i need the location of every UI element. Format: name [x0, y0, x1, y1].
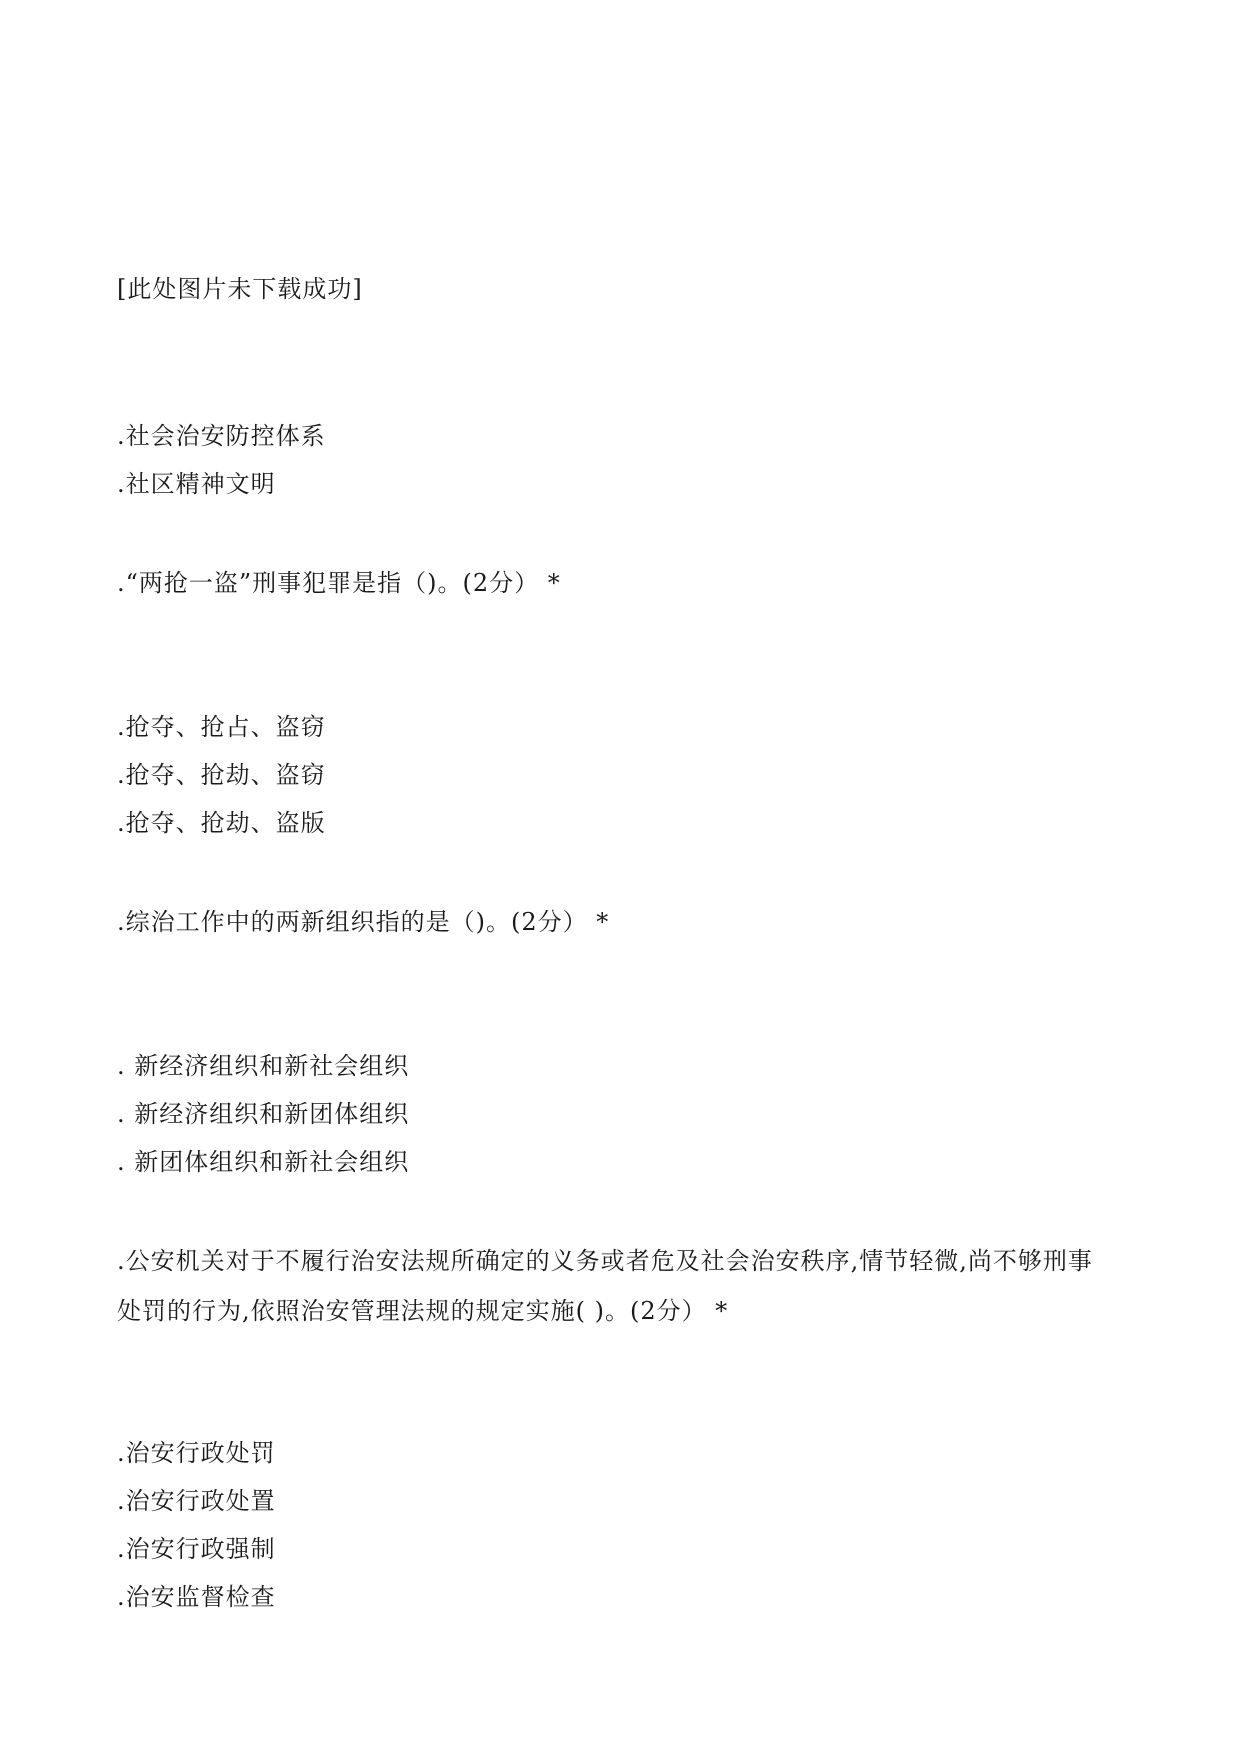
question-text: .公安机关对于不履行治安法规所确定的义务或者危及社会治安秩序,情节轻微,尚不够刑事: [117, 1247, 1093, 1275]
option-line: .治安行政处罚: [117, 1439, 276, 1467]
question-text: .综治工作中的两新组织指的是（)。(2分） *: [117, 908, 610, 936]
option-line: . 新经济组织和新团体组织: [117, 1100, 410, 1128]
option-line: . 新经济组织和新社会组织: [117, 1052, 410, 1080]
question-text: .“两抢一盗”刑事犯罪是指（)。(2分） *: [117, 569, 561, 597]
option-line: .治安监督检查: [117, 1583, 276, 1611]
option-line: .社会治安防控体系: [117, 422, 326, 450]
option-line: .抢夺、抢劫、盗窃: [117, 761, 326, 789]
option-line: .治安行政强制: [117, 1535, 276, 1563]
option-line: .抢夺、抢占、盗窃: [117, 713, 326, 741]
option-line: .社区精神文明: [117, 470, 276, 498]
missing-image-note: [此处图片未下载成功]: [117, 275, 363, 303]
option-line: .治安行政处置: [117, 1487, 276, 1515]
option-line: . 新团体组织和新社会组织: [117, 1148, 410, 1176]
option-line: .抢夺、抢劫、盗版: [117, 809, 326, 837]
question-text-continued: 处罚的行为,依照治安管理法规的规定实施( )。(2分） *: [117, 1297, 729, 1325]
